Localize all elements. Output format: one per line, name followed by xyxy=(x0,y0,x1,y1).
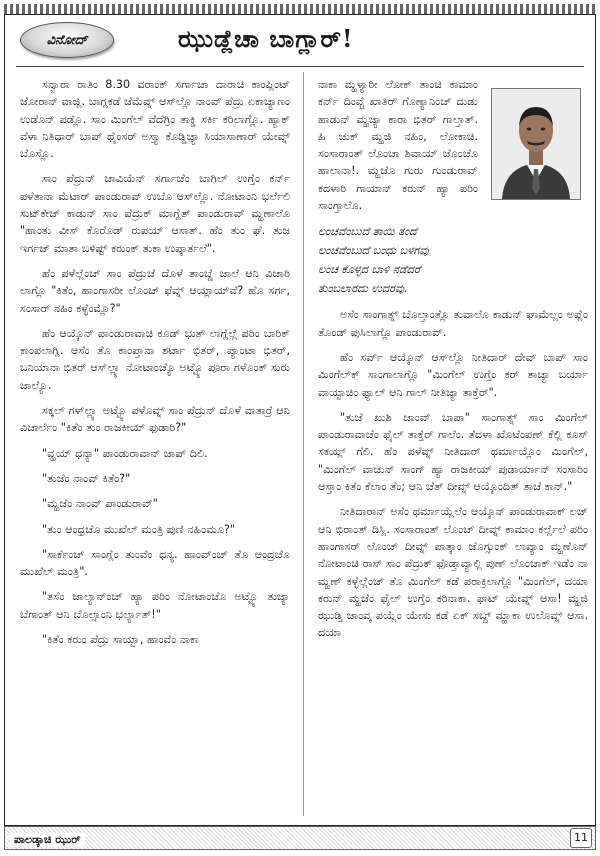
paragraph: ಹೆಂ ಸರ್ವ್ ಆಯ್ಕೊನ್ ಆಸ್‌ಲ್ಲೊ ನೀತಿದಾರ್ ದೇವ್ ಬಾಪ್ ಸಾಂ ಮಿಂಗೆಲ್‌ಕ್ ಸಾಂಗಾಲಾಗ್ಲೊ "ಮಿಂಗೆಲ್ ಉಗ್ತೆಂ ಕರ್ ತಾಚ್ಯಾ ಬರ್ಯಾ ವಾಯ್ಟಾಚಿಂ ಫ್ಯಾಲ್ ಆನಿ ಗಾಲ್ ನೀತಿಚ್ಯಾ ತಾಕ್ತೆರ್". xyxy=(318,350,588,399)
title-divider xyxy=(16,66,584,67)
paragraph: ಸಾಂ ಪೆದ್ರುನ್ ಚಾವಿಯೆನ್ ಸರ್ಗಾಚೆಂ ಬಾಗಿಲ್ ಉಗ್ತೆಂ ಕರ್ನ್ ಪಳೆತಾನಾ ಮೆಟಾರ್ ಪಾಂಡುರಾವ್ ಉಬೊ ಆಸ್‌ಲ್ಲೊ. ನೋಟಾಂನಿ ಭರ್ಲೆಲಿ ಸುಟ್‌ಕೇಜ್ ಕಾಡುನ್ ಸಾಂ ಪೆದ್ರುಕ್ ಮಾಗ್ಲೆತ್ ಪಾಂಡುರಾವ್ ಮ್ಹಣಾಲೊ "ಹಾಂತು ವೀಸ್ ಕೊರೊಡ್ ರುಪಯ್ ಆಸಾತ್. ಹೆಂ ತುಂ ಘೆ. ತುಜ ಇರ್ಗಜ್ ಮಾತಾ ಬಳಿಷ್ಟ್ ಕರುಂಕ್ ತುಕಾ ಉಪ್ಕಾರ್ತಲೆ". xyxy=(20,172,290,255)
poem-block xyxy=(318,222,588,298)
paragraph: ಸಕ್ಕಲ್ ಗಳ್‌ಲ್ಲ್ಯಾ ಅಟ್ಟ್ಯೊ ಪಳೊವ್ನ್ ಸಾಂ ಪೆದ್ರುನ್ ದೊಳೆ ವಾತಾರ್ರೆ ಆನಿ ವಿಚಾರ್ಲೆಂ "ಕಿತೆಂ ತುಂ ರಾಜಕೀಯ್ ಫುಡಾರಿ?" xyxy=(20,404,290,435)
paragraph: ಹೆಂ ಆಯ್ಕೊನ್ ಪಾಂಡುರಾವಾಚಿ ಕೂಡ್ ಭುತ್ ಲಾಗ್ಲೆಲ್ಲೆ ಪರಿಂ ಬಾರಿಕ್ ಕಾಂಪಲಾಗ್ಲಿ. ಆಸೆಂ ತೊ ಕಾಂಪ್ತಾನಾ ಶರ್ಟಾ ಭಿತರ್, ಪ್ಯಾಂಟಾ ಭಿತರ್, ಬನಿಯಾನಾ ಭಿತರ್ ಆಸ್‌ಲ್ಲ್ಯಾ ನೋಟಾಂಚ್ಯೊ ಅಟ್ಟ್ಯೊ ಪೂರಾ ಗಳೊಂಕ್ ಸುರು ಜಾಲ್ಯೊ. xyxy=(20,326,290,392)
paragraph: "ವ್ಹಯ್ ಧನ್ಯಾ" ಪಾಂಡುರಾವಾನ್ ಜಾಪ್ ದಿಲಿ. xyxy=(42,446,208,460)
paragraph: "ತುಜೆಂ ನಾಂವ್ ಕಿತೆಂ?" xyxy=(42,471,131,485)
paragraph: "ಮ್ಹಜೆಂ ನಾಂವ್ ಪಾಂಡುರಾವ್" xyxy=(42,497,158,511)
decorative-top-border xyxy=(4,4,596,14)
paragraph: ನಾಕಾ ಮ್ಹಳ್ಯಾರೀ ಲೋಕ್ ತಾಂಚಿ ಕಾಮಾಂ ಕರ್ನ್ ದಿಂವ್ಚೆ ಖಾತಿರ್ ಗೊಣ್ಯಾನಿಂಚ್ ದುಡು ಹಾಡುನ್ ಮ್ಹಜ್ಯಾ ಕಾರಾ ಭಿತರ್ ಗಾಲ್ತಾತ್. ಹಿ ಚುಕ್ ಮ್ಹಜಿ ನಹಿಂ, ಲೋಕಾಚಿ. ಸಂಸಾರಾಂತ್ ಲೊಂಚಾ ಶಿವಾಯ್ ಜೊಂಚೊ ಹಾಲಾನಾ!. ಮ್ಹಜೊ ಗುರು ಗುಂಡುರಾವ್ ಕದಳಾರಿ ಗಾಯಾನ್ ಕರುನ್ ಹ್ಯಾ ಪರಿಂ ಸಾಂಗ್ತಾಲೊ. xyxy=(318,78,478,213)
paragraph: ಅಸೆಂ ಸಾಂಗಾತ್ನ್ ಬೊಲ್ತಾಂತ್ಲೊ ತುವಾಲೊ ಕಾಡುನ್ ಘಾಮೆಲ್ಲಂ ಅಪ್ಲೆಂ ತೊಂಡ್ ಪುಸಿಲಾಗ್ಲೊ ಪಾಂಡುರಾವ್. xyxy=(318,308,588,339)
poem-line: ತುಂಬಲಾರದು ಉದರವು. xyxy=(318,282,408,296)
article-title: ಝುಡ್ಲೆಚಾ ಬಾಗ್ಲಾರ್! xyxy=(178,24,354,53)
poem-line: ಲಂಚವೆಂಬುದೆ ತಾಯಿ ತಂದೆ xyxy=(318,225,417,239)
column-divider xyxy=(303,72,304,816)
paragraph: ನೀತಿದಾರಾನ್ ಅಸೆಂ ಥರ್ಮಾಯ್ಲೆಲೆಂ ಆಯ್ಕೊನ್ ಪಾಂಡುರಾವಾಕ್ ಲಜ್ ಆನಿ ಭಿರಾಂತ್ ದಿಸ್ಲಿ. ಸಂಸಾರಾಂತ್ ಲೊಂಚ್ ದೀವ್ನ್ ಕಾಮಾಂ ಕರ್ಲ್ಲೆಲೆ ಪರಿಂ ಹಾಂಗಾಸರ್ ಲೊಂಚ್ ದೀವ್ನ್ ಪಾತ್ಕಾಂ ಜೊಗ್ಸುಂಕ್ ಲಾವ್ಯಾಂ ಮ್ಹಣೊನ್ ನೋಟಾಂಚಿ ರಾಸ್ ಸಾಂ ಪೆದ್ರುಕ್ ಫೊಡ್ತಾವ್ಯಾಲ್ಲಿ ಪುಣ್ ಲೊಂಚಾಕ್ ಇಡೆಂ ನಾ ಮ್ಹಣ್ ಕಳ್ಳೆಲ್ಲೆಂಚ್ ತೊ ಮಿಂಗೆಲ್ ಕಡೆ ಪರಾಕ್ರಿಲಾಗ್ಲೊ "ಮಿಂಗೆಲ್, ದಯಾ ಕರುನ್ ಮ್ಹಜೆಂ ಫೈಲ್ ಉಗ್ತೆಂ ಕರಿನಾಕಾ. ಫಾಟ್ ಯೇವ್ನ್ ಆಸಾ! ಮ್ಹಜಿ ಝುಡ್ತಿ ಜಾಂವ್ಕ ಪಯ್ಲೆಂ ಯೇಸು ಕಡೆ ಏಕ್ ಸಬ್ದ್ ಮ್ಹಾಕಾ ಉಲೊವ್ನ್ ಆಸಾ. ದಯಾ xyxy=(318,505,588,640)
paragraph: "ತುಂ ಆಂಧ್ರಚೊ ಮುಖೆಲ್ ಮಂತ್ರಿ ಪುಣಿ ನಹಿಂಮೂ?" xyxy=(42,522,236,536)
footer-bar xyxy=(4,826,596,850)
left-column xyxy=(20,76,290,656)
section-badge: ವಿನೋದ್ xyxy=(20,22,114,58)
page-number: 11 xyxy=(570,828,592,848)
paragraph: "ಕಿತೆಂ ಕರುಂ ಪೆದ್ರು ಸಾಯ್ಬಾ, ಹಾಂವೆಂ ನಾಕಾ xyxy=(42,633,199,647)
paragraph: ಸನ್ವಾರಾ ರಾತಿಂ 8.30 ವರಾಂಕ್ ಸರ್ಗಾಚಾ ದಾರಾಚಿ ಕಾಂಪ್ಲಿಂಟ್ ಜೋರಾನ್ ವಾಜ್ಲಿ. ಬಾಗ್ಲಕಡೆ ಜೆಮೆವ್ನ್ ಆಸ್‌ಲ್ಲೊ ನಾಂವ್ ಪೆದ್ರು ಏಕಾಚ್ಯಾಣಂ ಉಡೊನ್ ಪಡ್ಲೊ. ಸಾಂ ಮಿಂಗೆಲ್ ವೆದೆಗ್ರಿಂ ತಾಕ್ಡಿ ಸರ್ಕಿ ಕರಿಲಾಗ್ಲೊ. ಹ್ಯಾಕ್ ವೆಳಾ ನಿತಿಧಾರ್ ಬಾಪ್ ಥೈಂಸರ್ ಅಸ್ತ್ಯಾ ಕೊಡ್ಡಿಚ್ಯಾ ಸಿಯಾಸಾಣಾರ್ ಯೇವ್ನ್ ಬೊಸ್ಲೊ. xyxy=(20,78,290,161)
poem-line: ಲಂಚ ಕೊಳ್ಳದ ಬಾಳಿ ನಡೆದರೆ xyxy=(318,263,421,277)
paragraph: "ಸಾರ್ಕೆಂಚ್ ಸಾಂಗ್ಲೆಂ ತುಂವೆಂ ಧನ್ಯ. ಹಾಂವ್‌ಂಚ್ ತೊ ಆಂದ್ರಚೊ ಮುಖೆಲ್ ಮಂತ್ರಿ". xyxy=(20,547,290,579)
publication-name: ಪಾಲಡ್ಕಾಚಿ ಝುರ್ xyxy=(10,833,85,847)
paragraph: "ತುಜೆ ಖುಶಿ ಜಾಂವ್ ಬಾಪಾ" ಸಾಂಗಾತ್ನ್ ಸಾಂ ಮಿಂಗೆಲ್ ಪಾಂಡುರಾವಾಚೆಂ ಫೈಲ್ ತಾಕ್ತೆರ್ ಗಾಲೆಂ. ತೆದಳಾ ಖೊಟೆಂಪಣ್ ಕೆಲ್ಲಿ ಕೂಸ್ ಸಕಯ್ಲ್ ಗೆಲಿ. ಹೆಂ ಪಳೆವ್ನ್ ನೀತಿದಾರ್ ಥರ್ಮಾಯ್ಲೊಂ ಮಿಂಗೆಲ್, "ಮಿಂಗೆಲ್ ವಾಚುನ್ ಸಾಂಗ್ ಹ್ಯಾ ರಾಜಕೀಯ್ ಪುಡಾರ್ಯಾನ್ ಸಂಸಾರಿಂ ಆಸ್ತಾಂ ಕಿತೆಂ ಕೆಲಾಂ ತೆಂ; ಆನಿ ಚೆತ್ ದೀವ್ನ್ ಆಯ್ಕೊಂದಿತ್ ತಾಚೆ ಕಾನ್." xyxy=(318,410,588,494)
right-column xyxy=(318,76,588,650)
poem-line: ಲಂಚವೆಂಬುದೆ ಬಂಧು ಬಳಗವು xyxy=(318,244,429,258)
paragraph: ಹೆಂ ಪಳೆಲ್ಲೆಂಚ್ ಸಾಂ ಪೆದ್ರುಚೆ ದೊಳೆ ತಾಂಬ್ಡೆ ಜಾಲೆ ಆನಿ ವಿಚಾರಿ ಲಾಗ್ಲೊ "ಕಿತೆಂ, ಹಾಂಗಾಸರೀ ಲೊಂಚ್ ಫೆವ್ನ್ ಆಯ್ಲಾಯ್‌ವೆ? ಹೊ ಸರ್ಗ, ಸಂಸಾರ್ ನಹಿಂ ಕಳ್ಳೆಂಮ್ಲೊ?" xyxy=(20,266,290,315)
paragraph: "ತಸೆಂ ಜಾಲ್ಯಾನ್‌ಂಚ್ ಹ್ಯಾ ಪರಿಂ ನೋಟಾಂಚೊ ಅಟ್ಟ್ಯೊ ತುಜ್ಯಾ ಬೆಗಾಂತ್ ಆನಿ ಬೊಲ್ಸಾಂನಿ ಭರ್ಲ್ಯಾತ್!" xyxy=(20,590,290,621)
